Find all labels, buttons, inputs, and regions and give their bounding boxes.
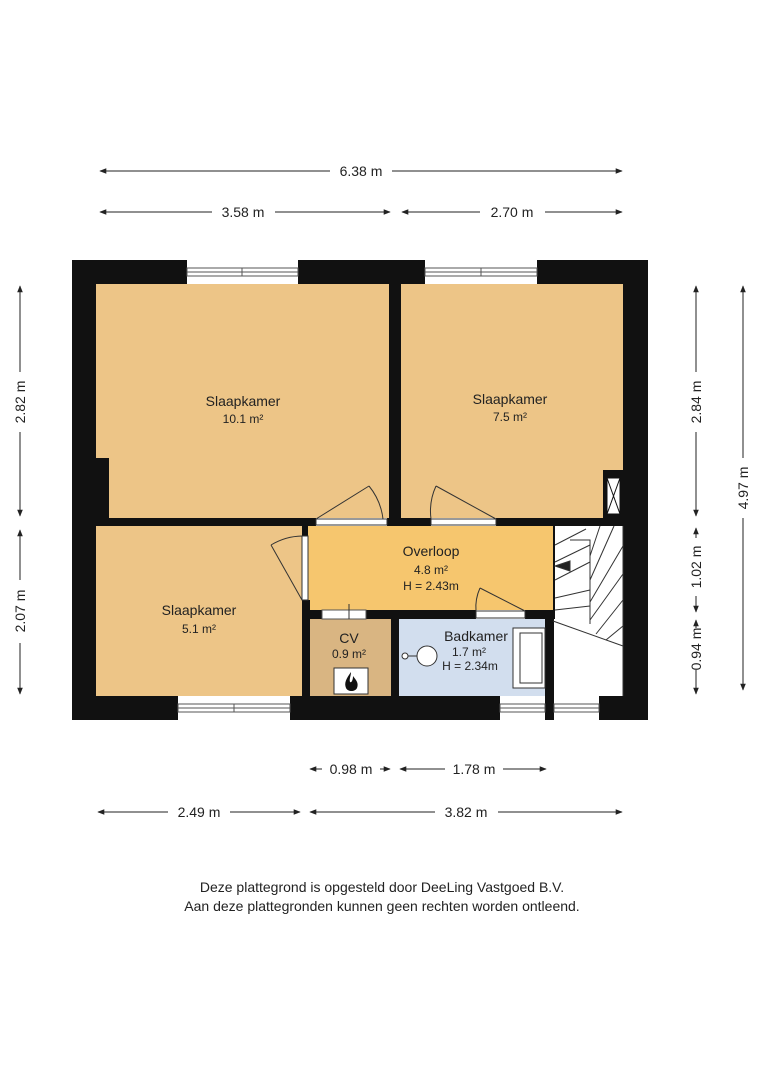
disclaimer <box>0 878 764 916</box>
disclaimer-line-2: Aan deze plattegronden kunnen geen rechten worden ontleend. <box>184 898 580 914</box>
cv-name: CV <box>339 630 359 646</box>
bedroom-3-area: 5.1 m² <box>181 622 217 636</box>
dim-right-middle: 1.02 m <box>688 545 704 589</box>
dim-right-total: 4.97 m <box>735 466 751 510</box>
bedroom-3-name: Slaapkamer <box>161 602 237 618</box>
landing-height: H = 2.43m <box>403 579 459 593</box>
dim-bottom-cv: 0.98 m <box>329 761 373 777</box>
dim-top-total: 6.38 m <box>339 163 383 179</box>
bathroom-height: H = 2.34m <box>442 659 498 673</box>
landing-area: 4.8 m² <box>413 563 449 577</box>
dim-top-left: 3.58 m <box>221 204 265 220</box>
dim-left-lower: 2.07 m <box>12 589 28 633</box>
stair-area <box>555 526 623 696</box>
bedroom-1-name: Slaapkamer <box>205 393 281 409</box>
dim-bottom-left: 2.49 m <box>177 804 221 820</box>
disclaimer-line-1: Deze plattegrond is opgesteld door DeeLing Vastgoed B.V. <box>199 879 565 895</box>
bathroom-name: Badkamer <box>444 628 508 644</box>
bedroom-2-name: Slaapkamer <box>472 391 548 407</box>
bedroom-1-area: 10.1 m² <box>222 412 264 426</box>
dim-right-upper: 2.84 m <box>688 380 704 424</box>
landing-name: Overloop <box>402 543 460 559</box>
dim-top-right: 2.70 m <box>490 204 534 220</box>
dim-left-upper: 2.82 m <box>12 380 28 424</box>
dim-right-lower: 0.94 m <box>688 627 704 671</box>
bedroom-2-area: 7.5 m² <box>492 410 528 424</box>
dim-bottom-right: 3.82 m <box>444 804 488 820</box>
dim-bottom-bath: 1.78 m <box>452 761 496 777</box>
boiler-icon <box>334 668 368 694</box>
bathroom-area: 1.7 m² <box>451 645 487 659</box>
cv-area: 0.9 m² <box>331 647 367 661</box>
